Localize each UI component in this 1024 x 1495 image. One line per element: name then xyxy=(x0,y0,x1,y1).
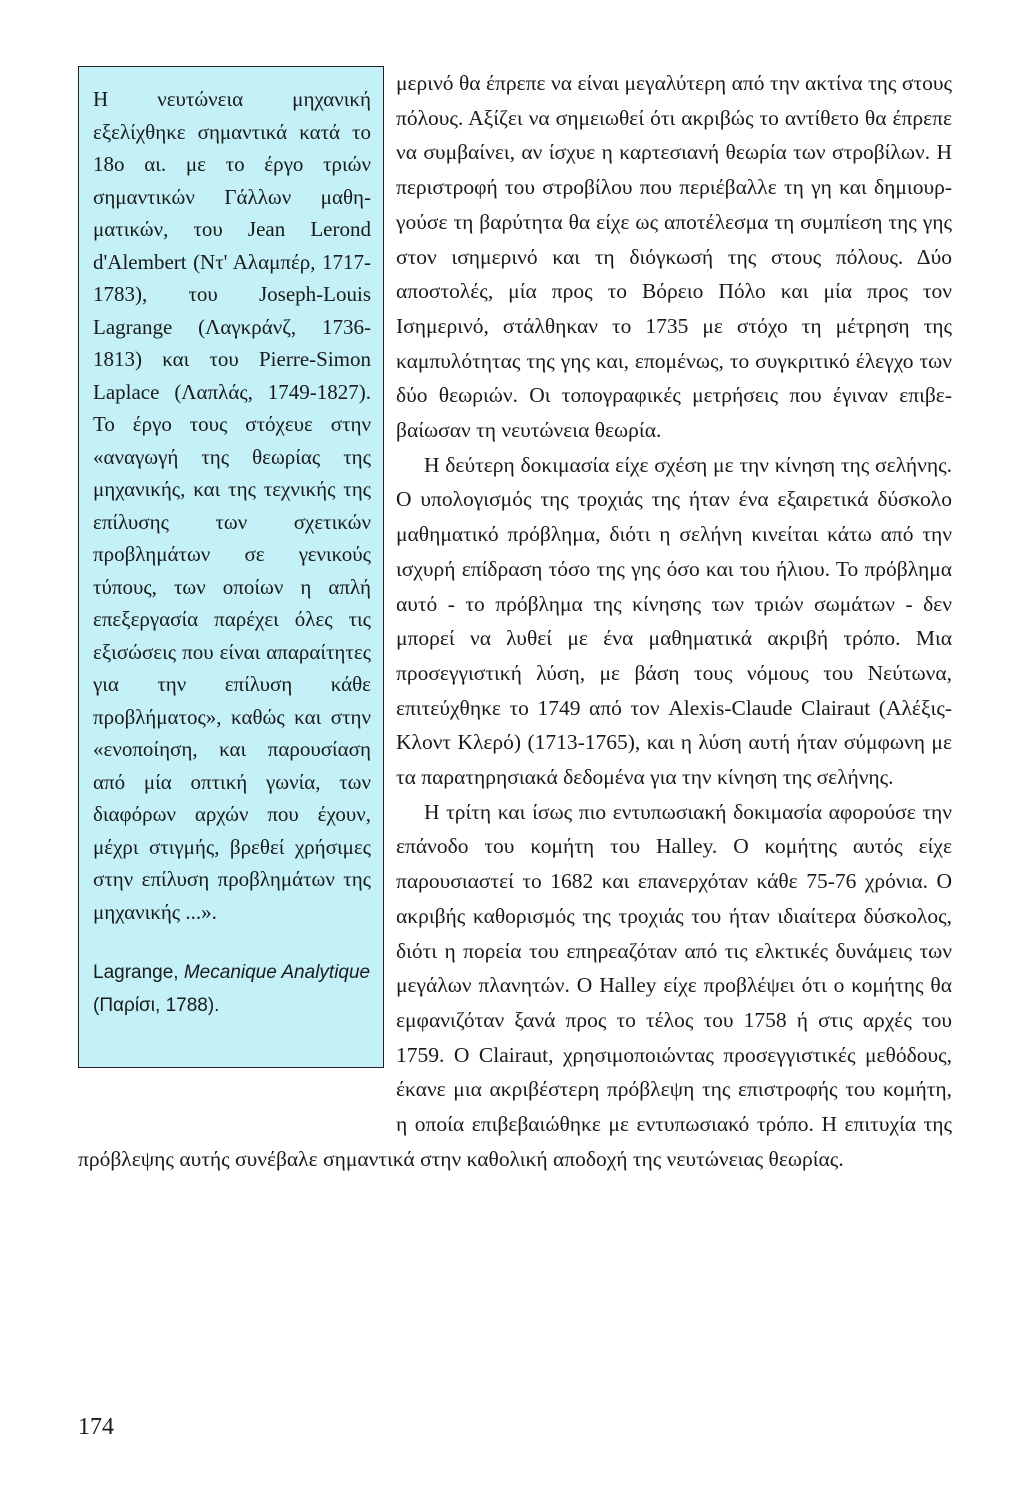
source-title: Mecanique Analytique xyxy=(183,962,371,983)
paragraph-1: μερινό θα έπρεπε να είναι μεγαλύτερη από την ακτίνα της στους πόλους. Αξίζει να σημειωθεί ότι ακριβώς το αντίθετο θα έπρεπε να συμβαίνει, αν ίσχυε η καρτεσιανή θεωρία των στροβίλων. Η περιστροφή του στροβίλου που περιέβαλλε τη γη και δημιουργούσε τη βαρύτητα θα είχε ως αποτέλεσμα τη συμπίεση της γης στον ισημερινό και τη διόγκωσή της στους πόλους. Δύο αποστολές, μία προς το Βόρειο Πόλο και μία προς τον Ισημερινό, στάλθηκαν το 1735 με στόχο τη μέτρηση της καμπυλότητας της γης και, επομένως, το συγκριτικό έλεγχο των δύο θεωριών. Οι τοπογραφικές μετρήσεις που έγιναν επιβεβαίωσαν τη νευτώνεια θεωρία. xyxy=(396,71,952,443)
paragraph-2: Η δεύτερη δοκιμασία είχε σχέση με την κίνηση της σελήνης. Ο υπολογισμός της τροχιάς της ήταν ένα εξαιρετικά δύσκολο μαθηματικό πρόβλημα, διότι η σελήνη κινείται κάτω από την ισχυρή επίδραση τόσο της γης όσο και του ήλιου. Το πρόβλημα αυτό - το πρόβλημα της κίνησης των τριών σωμάτων - δεν μπορεί να λυθεί με ένα μαθηματικά ακριβή τρόπο. Μια προσεγγιστική λύση, με βάση τους νόμους του Νεύτωνα, επιτεύχθηκε το 1749 από τον Alexis-Claude Clairaut (Αλέξις-Κλοντ Κλερό) (1713-1765), και η λύση αυτή ήταν σύμφωνη με τα παρατηρησιακά δεδομένα για την κίνηση της σελήνης. xyxy=(396,452,952,790)
page-number: 174 xyxy=(78,1414,114,1440)
sidebar-quote: Η νευτώνεια μηχανική εξελίχθηκε σημαντικά κατά το 18ο αι. με το έργο τριών σημαντικών Γάλλων μαθηματικών, του Jean Lerond d'Alembert (Ντ' Αλαμπέρ, 1717-1783), του Joseph-Louis Lagrange (Λαγκράνζ, 1736-1813) και του Pierre-Simon Laplace (Λαπλάς, 1749-1827). Το έργο τους στόχευε στην «αναγωγή της θεωρίας της μηχανικής, και της τεχνικής της επίλυσης των σχετικών προβλημάτων σε γενικούς τύπους, των οποίων η απλή επεξεργασία παρέχει όλες τις εξισώσεις που είναι απαραίτητες για την επίλυση κάθε προβλήματος», καθώς και στην «ενοποίηση, και παρουσίαση από μία οπτική γωνία, των διαφόρων αρχών που έχουν, μέχρι στιγμής, βρεθεί χρήσιμες στην επίλυση προβλημάτων της μηχανικής ...». xyxy=(93,87,371,924)
main-text xyxy=(78,66,952,1177)
source-place: (Παρίσι, 1788). xyxy=(93,995,220,1016)
sidebar-spacer xyxy=(78,66,396,1132)
paragraph-3: Η τρίτη και ίσως πιο εντυπωσιακή δοκιμασία αφορούσε την επάνοδο του κομήτη του Halley. Ο κομήτης αυτός είχε παρουσιαστεί το 1682 και επανερχόταν κάθε 75-76 χρόνια. Ο ακριβής καθορισμός της τροχιάς του ήταν ιδιαίτερα δύσκολος, διότι η πορεία του επηρεαζόταν από τις ελκτικές δυνάμεις των μεγάλων πλανητών. Ο Halley είχε προβλέψει ότι ο κομήτης θα εμφανιζόταν ξανά προς το τέλος του 1758 ή στις αρχές του 1759. Ο Clairaut, χρησιμοποιώντας προσεγγιστικές μεθόδους, έκανε μια ακριβέστερη πρόβλεψη της επιστροφής του κομήτη, η οποία επιβεβαιώθηκε με εντυπωσιακό τρόπο. Η επιτυχία της πρόβλεψης αυτής συνέβαλε σημαντικά στην καθολική αποδοχή της νευτώνειας θεωρίας. xyxy=(78,799,952,1171)
source-author: Lagrange, xyxy=(93,962,184,983)
